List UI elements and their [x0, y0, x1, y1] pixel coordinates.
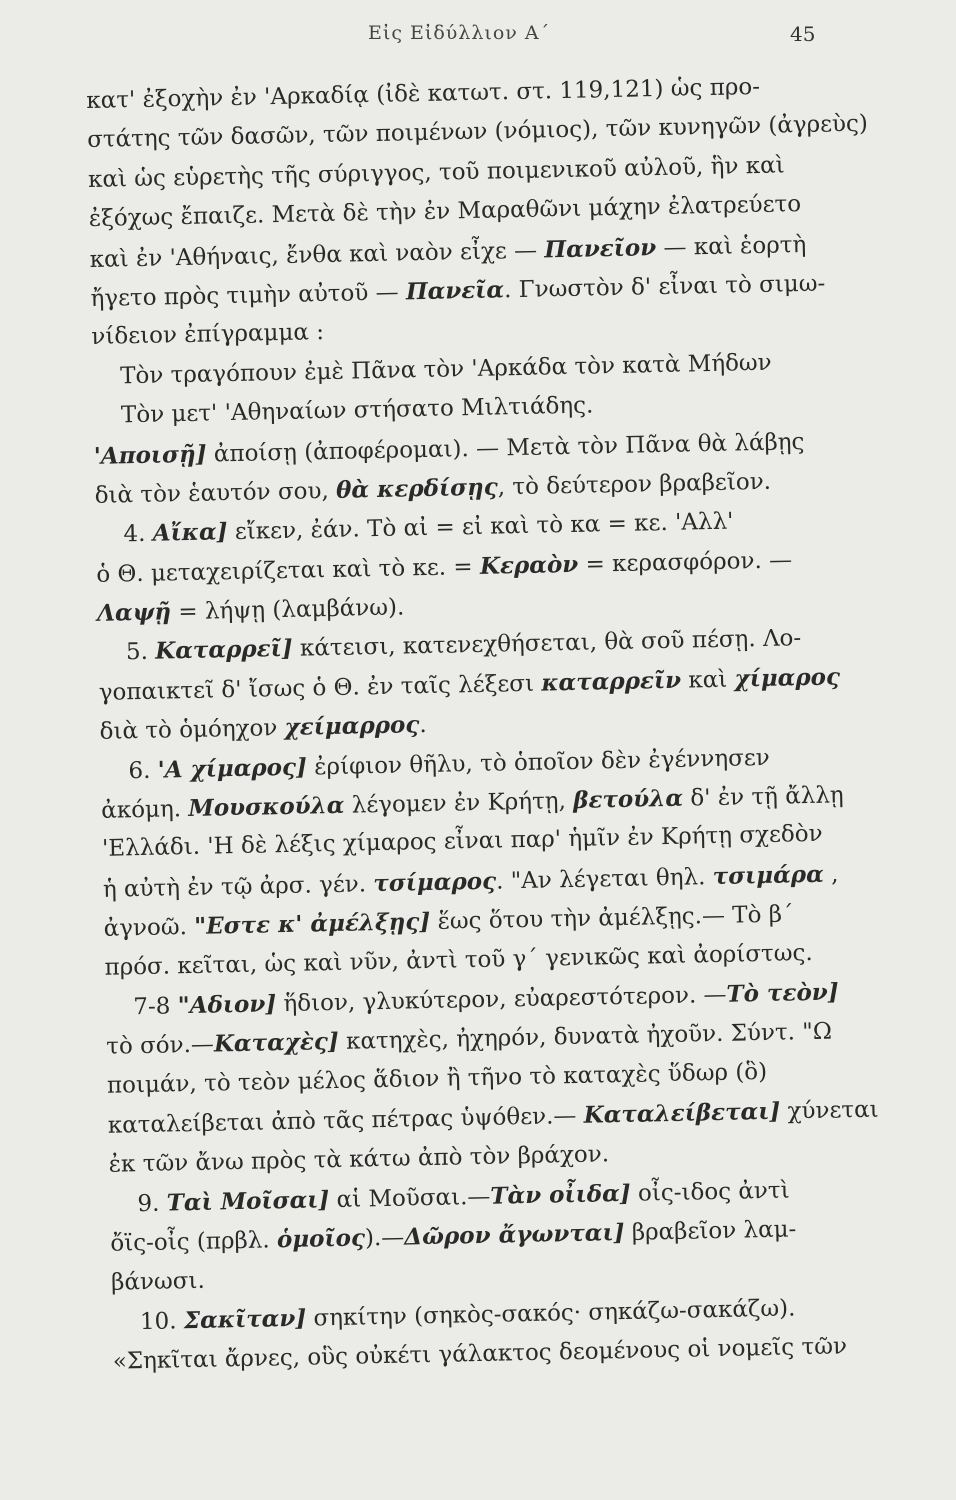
text-segment: ,	[823, 861, 839, 888]
text-segment: «Σηκῖται ἄρνες, οὓς οὐκέτι γάλακτος δεομένους οἱ νομεῖς τῶν	[112, 1332, 848, 1375]
lemma: Πανεῖα	[405, 276, 505, 306]
lemma: Σακῖταν]	[183, 1304, 307, 1335]
text-segment: λέγομεν ἐν Κρήτῃ,	[344, 787, 574, 819]
text-segment: κατ' ἐξοχὴν ἐν 'Αρκαδίᾳ (ἰδὲ κατωτ. στ. 119,121) ὡς προ-	[86, 73, 761, 114]
text-segment: καὶ ὡς εὑρετὴς τῆς σύριγγος, τοῦ ποιμενικοῦ αὐλοῦ, ἣν καὶ	[87, 152, 785, 193]
text-segment: ἐκ τῶν ἄνω πρὸς τὰ κάτω ἀπὸ τὸν βράχον.	[108, 1140, 610, 1178]
text-segment: 'Ελλάδι. 'Η δὲ λέξις χίμαρος εἶναι παρ' ἡμῖν ἐν Κρήτῃ σχεδὸν	[101, 821, 823, 863]
text-segment: . "Αν λέγεται θηλ.	[495, 863, 713, 895]
lemma: Τὸ τεὸν]	[726, 978, 839, 1008]
lemma: "Εστε κ' ἀμέλξῃς]	[193, 908, 431, 941]
running-title: Εἰς Εἰδύλλιον Α΄	[368, 22, 551, 44]
lemma: Λαψῇ	[96, 598, 172, 627]
commentary-text	[86, 65, 913, 1381]
text-segment: ἥδιον, γλυκύτερον, εὐαρεστότερον. —	[275, 981, 727, 1018]
text-segment: κάτεισι, κατενεχθήσεται, θὰ σοῦ πέσῃ. Λο-	[292, 625, 802, 663]
lemma: Αἴκα]	[152, 518, 228, 547]
lemma: Καταλείβεται]	[583, 1097, 781, 1129]
text-segment: βραβεῖον λαμ-	[624, 1216, 797, 1247]
lemma: χίμαρος	[734, 663, 841, 693]
lemma: τσιμάρα	[712, 860, 825, 890]
text-segment: νίδειον ἐπίγραμμα :	[91, 319, 325, 351]
lemma: καταρρεῖν	[540, 666, 682, 697]
text-segment: γοπαικτεῖ δ' ἴσως ὁ Θ. ἐν ταῖς λέξεσι	[98, 670, 542, 706]
lemma: χείμαρρος	[284, 711, 420, 742]
lemma: ὁμοῖος	[276, 1224, 366, 1254]
text-segment: ποιμάν, τὸ τεὸν μέλος ἅδιον ἢ τῆνο τὸ καταχὲς ὕδωρ (ὃ)	[106, 1058, 768, 1099]
text-segment: Τὸν τραγόπουν ἐμὲ Πᾶνα τὸν 'Αρκάδα τὸν κατὰ Μήδων	[119, 349, 772, 390]
lemma: θὰ κερδίσῃς	[335, 473, 499, 504]
lemma: Τὰν οἶιδα]	[490, 1179, 631, 1210]
text-segment: = κερασφόρον. —	[577, 547, 793, 578]
text-segment: σηκίτην (σηκὸς-σακός· σηκάζω-σακάζω).	[305, 1295, 796, 1332]
text-segment: χύνεται	[779, 1096, 879, 1125]
text-segment: ).—	[364, 1224, 405, 1252]
text-segment: = λήψῃ (λαμβάνω).	[170, 594, 405, 626]
lemma: Μουσκούλα	[188, 791, 345, 823]
text-segment: . Γνωστὸν δ' εἶναι τὸ σιμω-	[503, 270, 826, 304]
lemma: Δῶρον ἄγωνται]	[403, 1219, 625, 1251]
text-segment: καταλείβεται ἀπὸ τᾶς πέτρας ὑψόθεν.—	[107, 1102, 585, 1139]
lemma: "Αδιον]	[177, 990, 277, 1020]
text-segment: ὁ Θ. μεταχειρίζεται καὶ τὸ κε. =	[96, 553, 481, 588]
lemma: 'Α χίμαρος]	[157, 753, 308, 784]
text-segment: ὄϊς-οἶς (πρβλ.	[110, 1227, 278, 1258]
text-segment: τὸ σόν.—	[105, 1031, 215, 1061]
text-segment: εἴκεν, ἐάν. Τὸ αἰ = εἰ καὶ τὸ κα = κε. 'Αλλ'	[227, 508, 734, 546]
text-segment: δ' ἐν τῇ ἄλλῃ	[682, 782, 844, 812]
text-segment: κατηχὲς, ἠχηρόν, δυνατὰ ἠχοῦν. Σύντ. "Ω	[338, 1018, 833, 1056]
text-segment: ἀποίσῃ (ἀποφέρομαι). — Μετὰ τὸν Πᾶνα θὰ λάβῃς	[206, 428, 805, 468]
lemma: Κεραὸν	[479, 550, 579, 580]
lemma: Ταὶ Μοῖσαι]	[166, 1186, 330, 1217]
text-segment: — καὶ ἑορτὴ	[655, 231, 807, 261]
lemma: 'Αποισῇ]	[93, 440, 207, 470]
lemma: βετούλα	[572, 784, 684, 814]
text-segment: ἕως ὅτου τὴν ἀμέλξῃς.— Τὸ β΄	[429, 901, 794, 936]
text-segment: 9.	[137, 1190, 168, 1218]
text-segment: .	[419, 712, 427, 739]
text-segment: βάνωσι.	[110, 1267, 206, 1296]
text-segment: ἡ αὐτὴ ἐν τῷ ἀρσ. γέν.	[102, 870, 374, 903]
text-segment: διὰ τὸ ὁμόηχον	[99, 715, 285, 746]
text-segment: ἤγετο πρὸς τιμὴν αὐτοῦ —	[90, 279, 407, 312]
text-segment: οἶς-ιδος ἀντὶ	[630, 1177, 790, 1207]
text-segment: 7-8	[133, 993, 179, 1021]
text-segment: Τὸν μετ' 'Αθηναίων στήσατο Μιλτιάδης.	[120, 392, 594, 429]
text-segment: ἀγνοῶ.	[103, 914, 195, 943]
lemma: Καταρρεῖ]	[154, 635, 293, 666]
text-segment: 4.	[123, 521, 154, 548]
lemma: τσίμαρος	[373, 867, 497, 897]
lemma: Πανεῖον	[544, 233, 657, 263]
text-segment: 10.	[139, 1308, 185, 1336]
text-segment: ἐξόχως ἔπαιζε. Μετὰ δὲ τὴν ἐν Μαραθῶνι μάχην ἐλατρεύετο	[88, 191, 802, 233]
text-segment: καὶ	[680, 666, 735, 694]
text-segment: διὰ τὸν ἑαυτόν σου,	[94, 477, 337, 509]
text-segment: στάτης τῶν δασῶν, τῶν ποιμένων (νόμιος), τῶν κυνηγῶν (ἀγρεὺς)	[86, 111, 869, 154]
text-segment: 5.	[125, 639, 156, 666]
page-number: 45	[790, 22, 816, 46]
text-segment: αἱ Μοῦσαι.—	[329, 1183, 491, 1214]
text-segment: ἀκόμη.	[100, 796, 189, 824]
text-segment: καὶ ἐν 'Αθήναις, ἔνθα καὶ ναὸν εἶχε —	[89, 237, 545, 273]
text-segment: ἐρίφιον θῆλυ, τὸ ὁποῖον δὲν ἐγέννησεν	[306, 744, 771, 781]
running-head	[0, 22, 956, 52]
text-segment: , τὸ δεύτερον βραβεῖον.	[497, 468, 772, 501]
text-segment: πρόσ. κεῖται, ὡς καὶ νῦν, ἀντὶ τοῦ γ΄ γενικῶς καὶ ἀορίστως.	[104, 939, 813, 981]
text-segment: 6.	[128, 757, 158, 784]
lemma: Καταχὲς]	[213, 1028, 340, 1058]
